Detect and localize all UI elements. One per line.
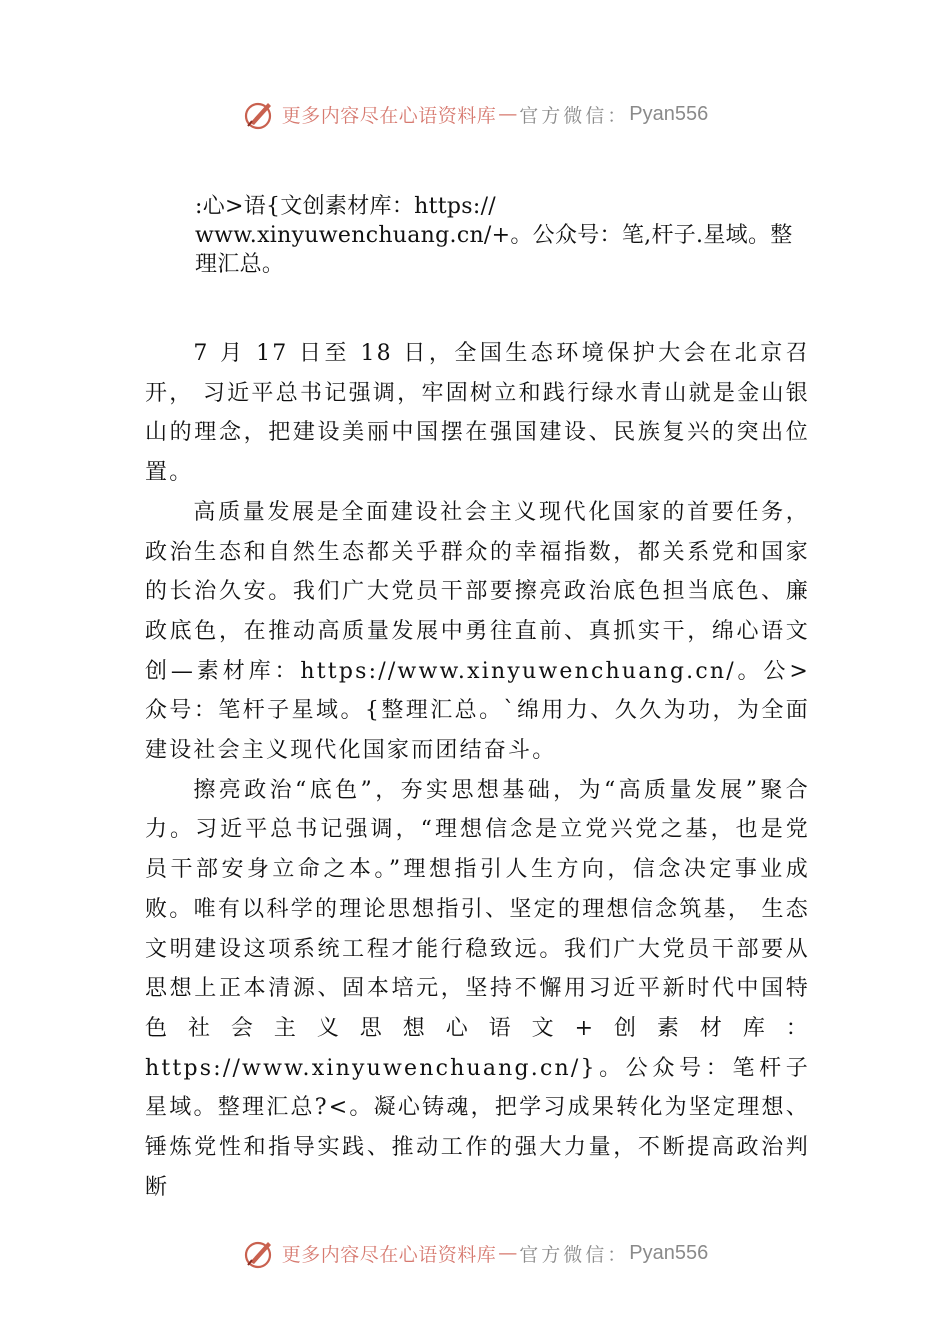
note-line-2: www.xinyuwenchuang.cn/+。公众号：笔,杆子.星域。整 [195,223,793,248]
note-line-3: 理汇总。 [195,252,285,277]
footer-brand-text: 更多内容尽在心语资料库 [281,1243,497,1266]
quill-logo-icon [242,97,276,131]
article-body [145,334,810,1207]
banner-wechat-id: Pyan556 [629,102,709,125]
header-banner [0,94,950,134]
footer-wechat-id: Pyan556 [629,1241,709,1264]
footer-dash: — [498,1242,518,1264]
paragraph-2: 高质量发展是全面建设社会主义现代化国家的首要任务，政治生态和自然生态都关乎群众的幸福指数，都关系党和国家的长治久安。我们广大党员干部要擦亮政治底色担当底色、廉政底色，在推动高质量发展中勇往直前、真抓实干，绵心语文创—素材库：https://www.xinyuwenchuang.cn/。公>众号：笔杆子星域。{整理汇总。`绵用力、久久为功，为全面建设社会主义现代化国家而团结奋斗。 [145,499,810,764]
banner-brand-text: 更多内容尽在心语资料库 [281,104,497,127]
footer-wechat-label: 官方微信： [519,1243,630,1266]
quill-logo-icon [242,1236,276,1270]
banner-dash: — [498,103,518,125]
source-note [195,192,825,279]
paragraph-1: 7 月 17 日至 18 日，全国生态环境保护大会在北京召开， 习近平总书记强调，牢固树立和践行绿水青山就是金山银山的理念，把建设美丽中国摆在强国建设、民族复兴的突出位置。 [145,341,810,486]
paragraph-3: 擦亮政治“底色”，夯实思想基础，为“高质量发展”聚合力。习近平总书记强调，“理想信念是立党兴党之基，也是党员干部安身立命之本。”理想指引人生方向，信念决定事业成败。唯有以科学的理论思想指引、坚定的理想信念筑基， 生态文明建设这项系统工程才能行稳致远。我们广大党员干部要从思想上正本清源、固本培元，坚持不懈用习近平新时代中国特色社会主义思想心语文+创素材库：https://www.xinyuwenchuang.cn/}。公众号：笔杆子星域。整理汇总?<。凝心铸魂，把学习成果转化为坚定理想、锤炼党性和指导实践、推动工作的强大力量，不断提高政治判断 [145,777,810,1200]
note-line-1: :心>语{文创素材库：https:// [195,194,497,219]
banner-wechat-label: 官方微信： [519,104,630,127]
footer-banner [0,1233,950,1273]
